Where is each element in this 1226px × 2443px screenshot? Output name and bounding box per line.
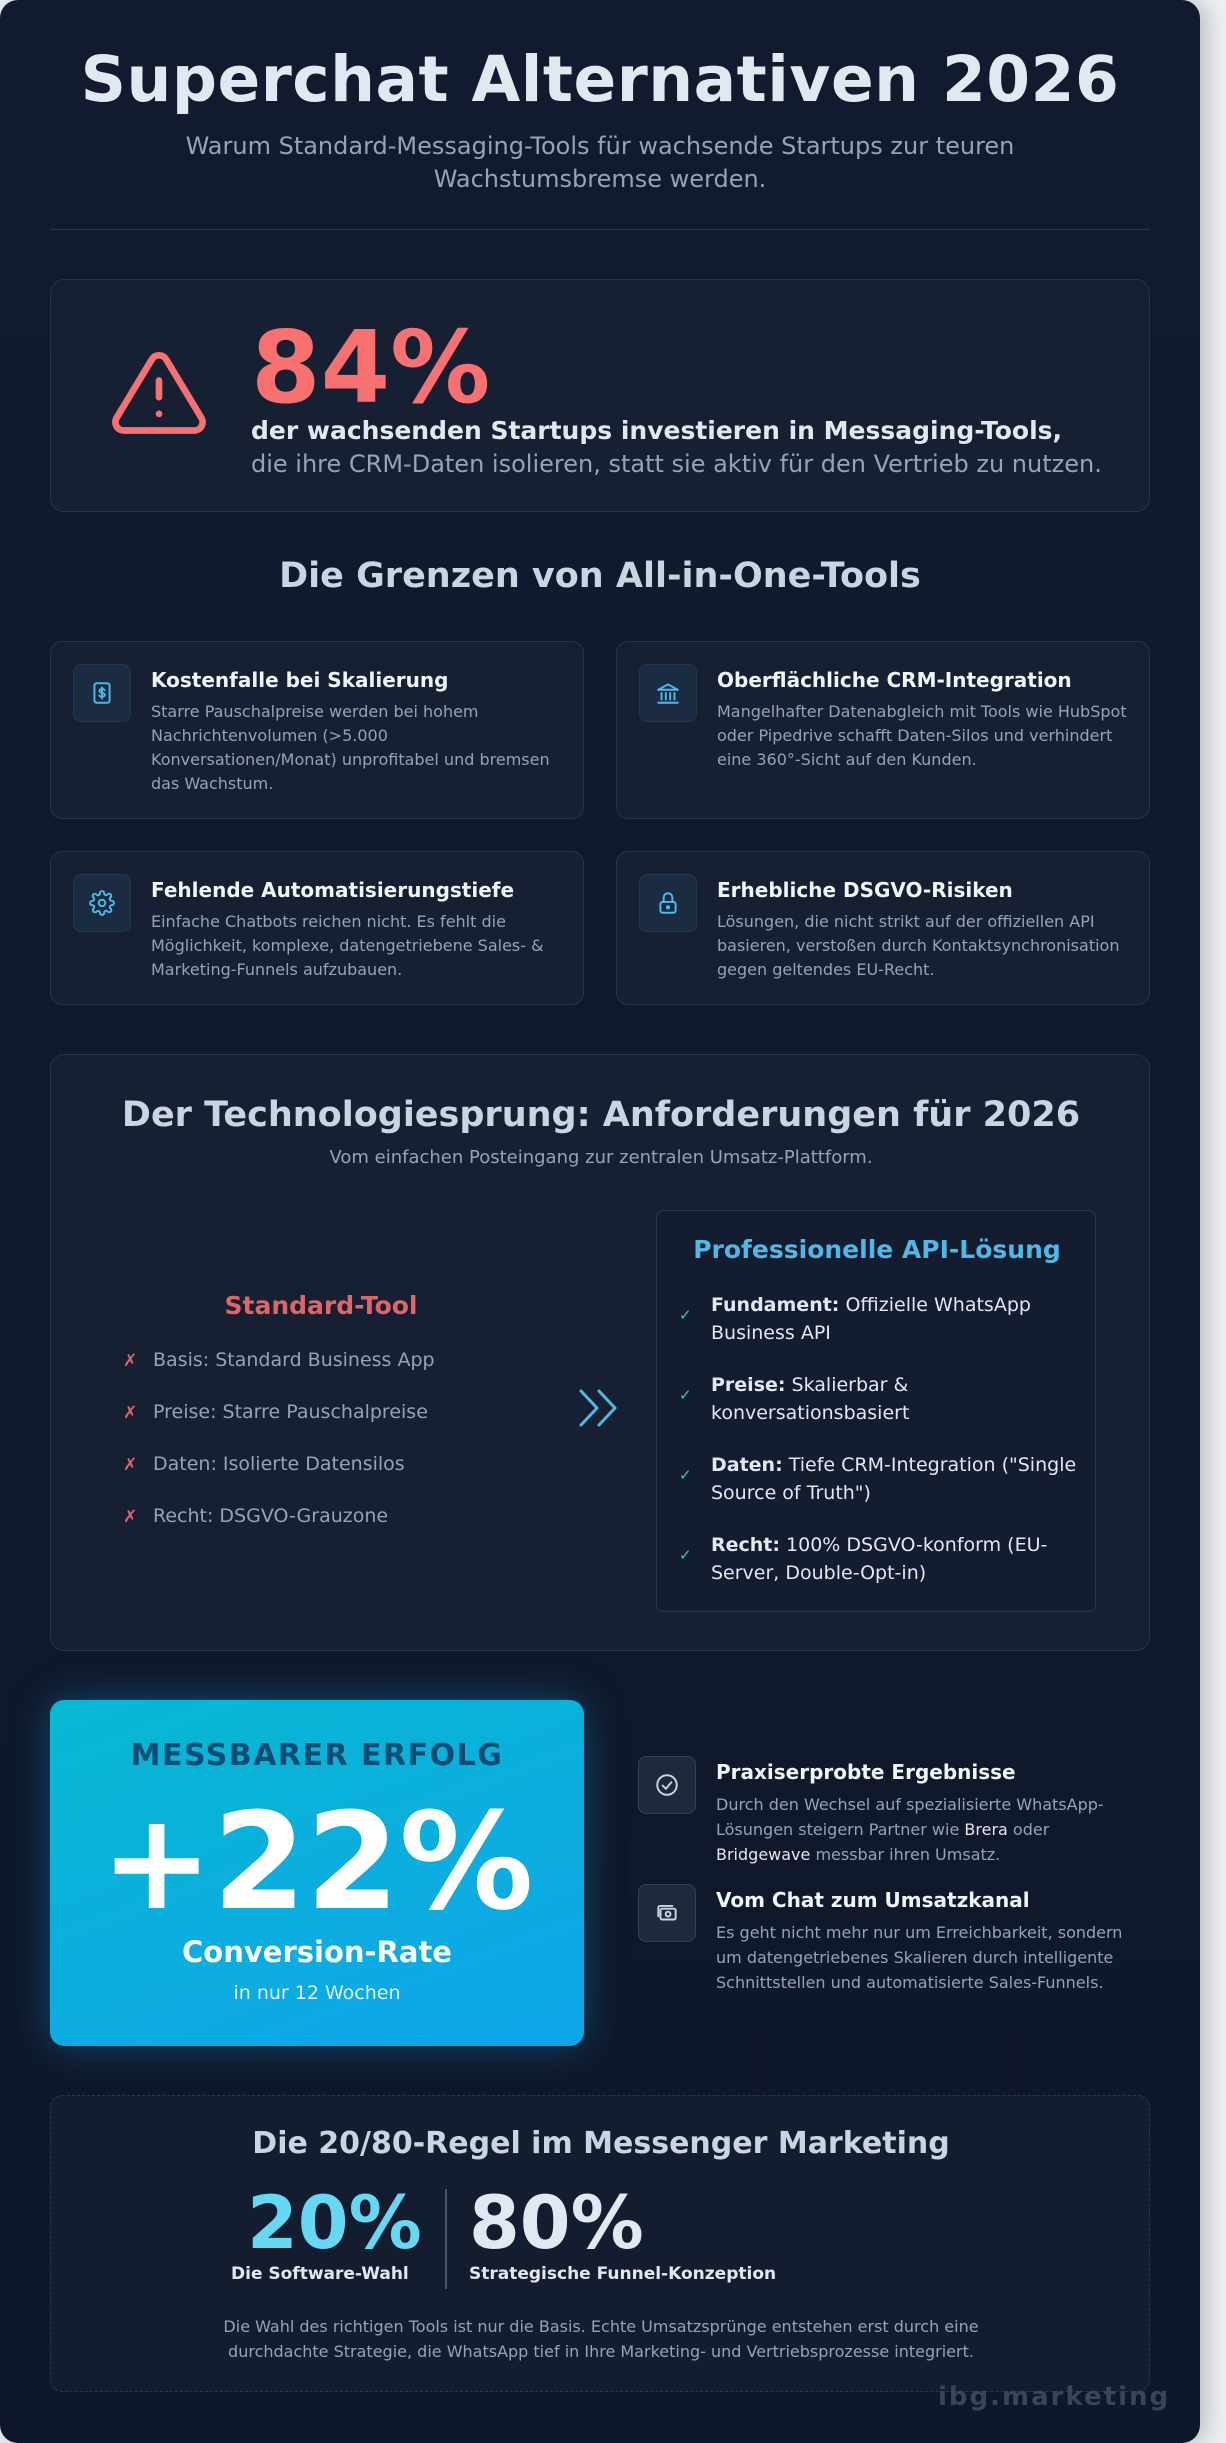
- api-solution-title: Professionelle API-Lösung: [693, 1235, 1061, 1264]
- rule-right-label: Strategische Funnel-Konzeption: [469, 2264, 777, 2284]
- success-note: in nur 12 Wochen: [233, 1982, 401, 2004]
- limit-title: Oberflächliche CRM-Integration: [717, 668, 1072, 692]
- benefit-title: Praxiserprobte Ergebnisse: [716, 1760, 1016, 1784]
- standard-tool-title: Standard-Tool: [224, 1291, 418, 1320]
- limit-card-cost: [50, 641, 584, 819]
- page-subtitle: Warum Standard-Messaging-Tools für wachsende Startups zur teuren Wachstumsbremse werden.: [185, 132, 1015, 193]
- benefit-title: Vom Chat zum Umsatzkanal: [716, 1888, 1030, 1912]
- stat-description: die ihre CRM-Daten isolieren, statt sie aktiv für den Vertrieb zu nutzen.: [251, 450, 1102, 478]
- standard-item: ✗ Daten: Isolierte Datensilos: [123, 1453, 405, 1475]
- limits-section-title: Die Grenzen von All-in-One-Tools: [279, 556, 921, 596]
- check-icon: ✓: [679, 1386, 692, 1404]
- benefit-revenue-channel: [638, 1884, 1158, 1994]
- rule-divider: [445, 2189, 447, 2289]
- api-item: Recht: 100% DSGVO-konform (EU-Server, Double-Opt-in): [711, 1534, 1048, 1584]
- partner-bridgewave: Bridgewave: [716, 1845, 811, 1864]
- technology-comparison-card: [50, 1054, 1150, 1651]
- cross-icon: ✗: [123, 1403, 138, 1423]
- stat-value: 84%: [251, 309, 491, 426]
- bank-icon: [639, 664, 697, 722]
- header-divider: [50, 229, 1150, 230]
- benefit-description: Es geht nicht mehr nur um Erreichbarkeit, sondern um datengetriebenes Skalieren durch intelligente Schnittstellen und automatisierte Sales-Funnels.: [716, 1923, 1123, 1992]
- lock-icon: [639, 874, 697, 932]
- stat-headline: der wachsenden Startups investieren in Messaging-Tools,: [251, 416, 1063, 445]
- limit-description: Mangelhafter Datenabgleich mit Tools wie HubSpot oder Pipedrive schafft Daten-Silos und verhindert eine 360°-Sicht auf den Kunden.: [717, 702, 1127, 769]
- limit-card-crm: [616, 641, 1150, 819]
- dollar-document-icon: [73, 664, 131, 722]
- double-chevron-right-icon: [575, 1385, 625, 1431]
- limit-title: Erhebliche DSGVO-Risiken: [717, 878, 1013, 902]
- limit-card-gdpr: [616, 851, 1150, 1005]
- cross-icon: ✗: [123, 1351, 138, 1371]
- api-solution-box: [656, 1210, 1096, 1612]
- check-circle-icon: [638, 1756, 696, 1814]
- rule-card: [50, 2095, 1150, 2392]
- api-item: Preise: Skalierbar & konversationsbasiert: [711, 1374, 910, 1424]
- rule-right-value: 80%: [469, 2181, 644, 2266]
- limit-description: Starre Pauschalpreise werden bei hohem Nachrichtenvolumen (>5.000 Konversationen/Monat) unprofitabel und bremsen das Wachstum.: [151, 702, 550, 793]
- benefit-results: [638, 1756, 1158, 1866]
- rule-description: Die Wahl des richtigen Tools ist nur die Basis. Echte Umsatzsprünge entstehen erst durch eine durchdachte Strategie, die WhatsApp tief in Ihre Marketing- und Vertriebsprozesse integriert.: [223, 2317, 979, 2361]
- success-metric: Conversion-Rate: [182, 1935, 452, 1969]
- success-label: MESSBARER ERFOLG: [130, 1738, 504, 1773]
- success-card: [50, 1700, 584, 2046]
- limit-card-automation: [50, 851, 584, 1005]
- rule-title: Die 20/80-Regel im Messenger Marketing: [252, 2126, 950, 2161]
- stat-card: [50, 279, 1150, 512]
- limit-description: Einfache Chatbots reichen nicht. Es fehlt die Möglichkeit, komplexe, datengetriebene Sales- & Marketing-Funnels aufzubauen.: [151, 912, 544, 979]
- partner-brera: Brera: [964, 1820, 1008, 1839]
- warning-icon: [109, 343, 209, 443]
- api-item: Fundament: Offizielle WhatsApp Business API: [711, 1294, 1031, 1344]
- tech-subtitle: Vom einfachen Posteingang zur zentralen Umsatz-Plattform.: [329, 1147, 873, 1168]
- brand-watermark: ibg.marketing: [938, 2382, 1171, 2412]
- gear-icon: [73, 874, 131, 932]
- check-icon: ✓: [679, 1306, 692, 1324]
- limit-title: Fehlende Automatisierungstiefe: [151, 878, 515, 902]
- limit-title: Kostenfalle bei Skalierung: [151, 668, 449, 692]
- benefit-description: Durch den Wechsel auf spezialisierte WhatsApp-Lösungen steigern Partner wie Brera oder Bridgewave messbar ihren Umsatz.: [716, 1795, 1104, 1864]
- rule-left-value: 20%: [247, 2181, 422, 2266]
- standard-item: ✗ Preise: Starre Pauschalpreise: [123, 1401, 428, 1423]
- standard-item: ✗ Basis: Standard Business App: [123, 1349, 435, 1371]
- rule-left-label: Die Software-Wahl: [231, 2264, 409, 2284]
- check-icon: ✓: [679, 1466, 692, 1484]
- header: [0, 0, 1200, 196]
- page-title: Superchat Alternativen 2026: [80, 43, 1120, 116]
- limit-description: Lösungen, die nicht strikt auf der offiziellen API basieren, verstoßen durch Kontaktsynchronisation gegen geltendes EU-Recht.: [717, 912, 1120, 979]
- success-value: +22%: [100, 1784, 534, 1940]
- cross-icon: ✗: [123, 1455, 138, 1475]
- api-item: Daten: Tiefe CRM-Integration ("Single Source of Truth"): [711, 1454, 1077, 1504]
- money-icon: [638, 1884, 696, 1942]
- standard-item: ✗ Recht: DSGVO-Grauzone: [123, 1505, 389, 1527]
- tech-title: Der Technologiesprung: Anforderungen für 2026: [121, 1095, 1081, 1135]
- cross-icon: ✗: [123, 1507, 138, 1527]
- check-icon: ✓: [679, 1546, 692, 1564]
